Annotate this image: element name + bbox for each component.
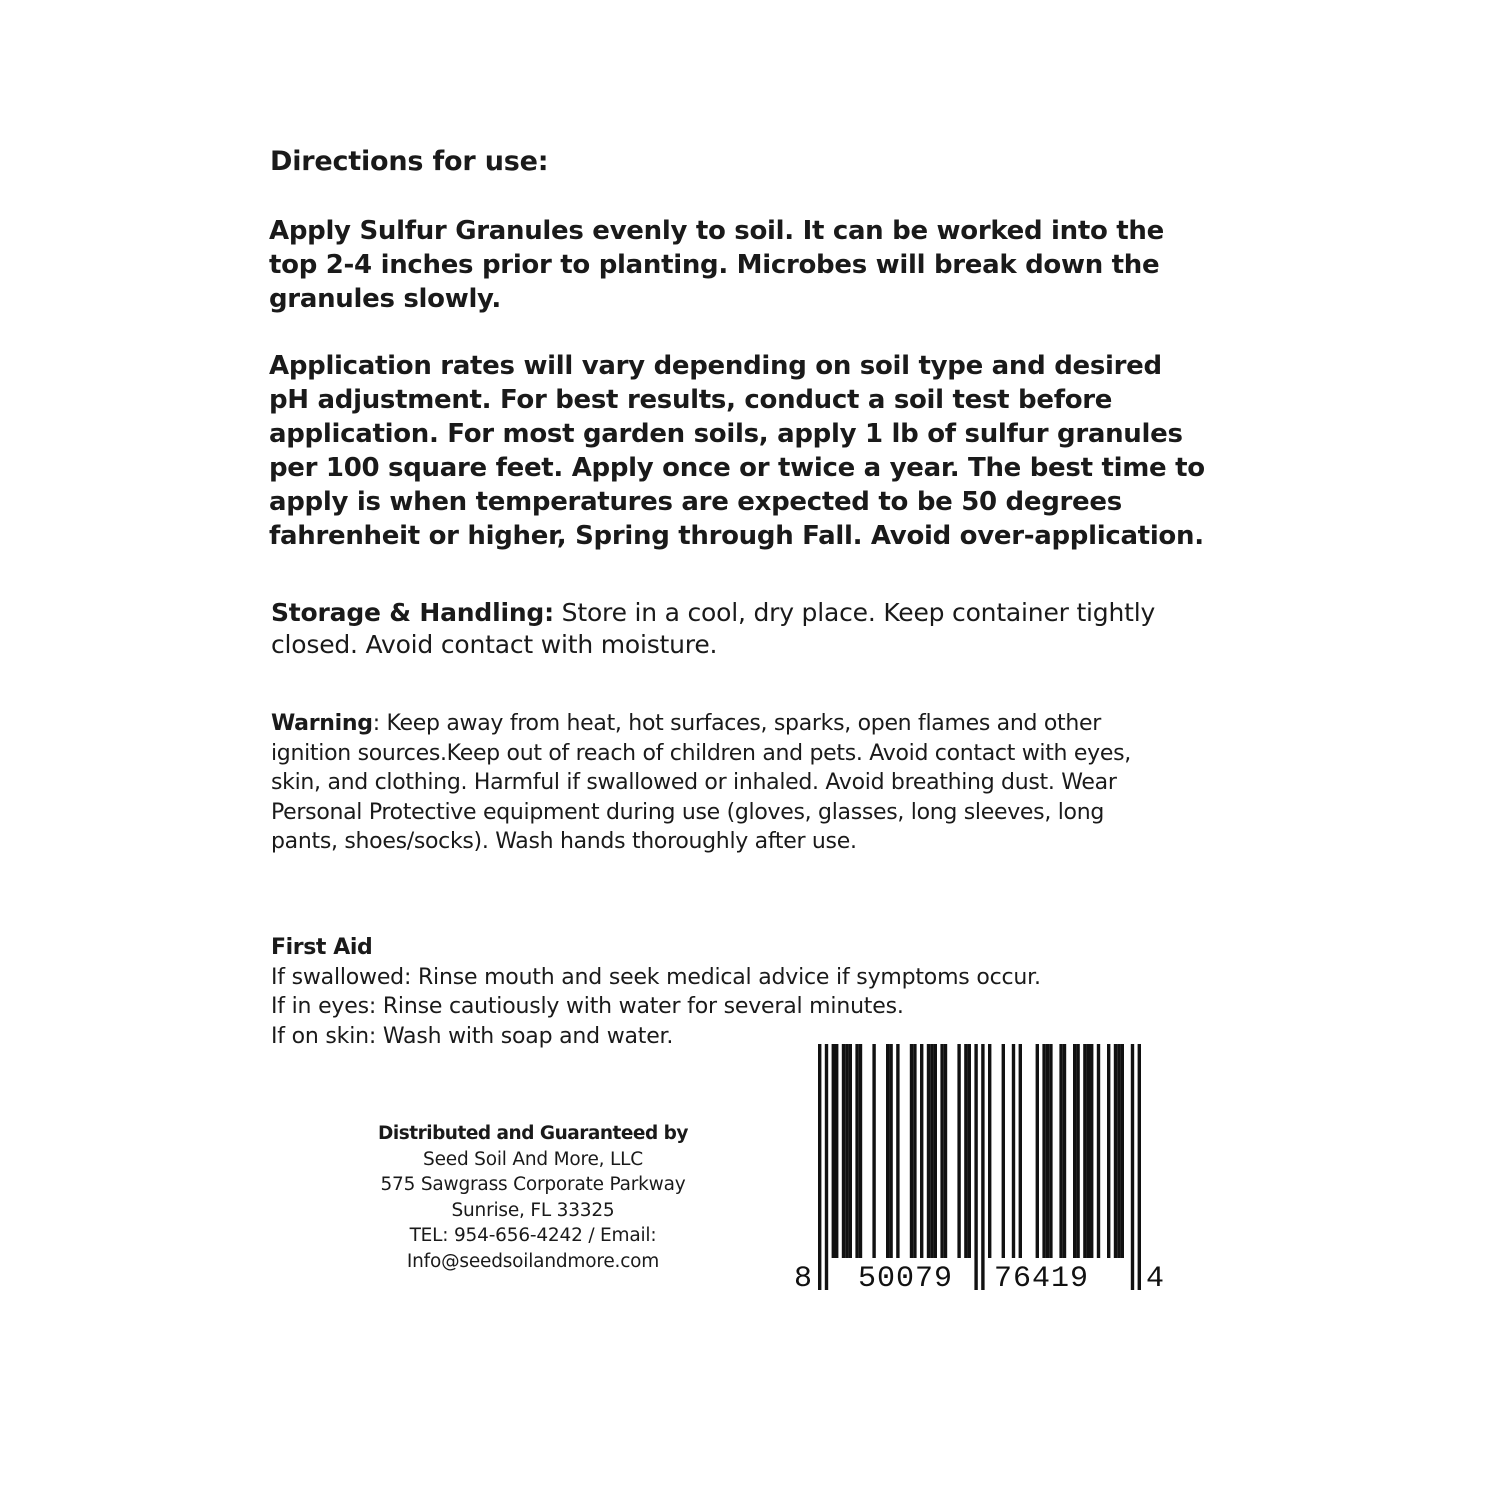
barcode-bar bbox=[1087, 1044, 1090, 1258]
barcode-bar bbox=[910, 1044, 913, 1258]
warning-text: : Keep away from heat, hot surfaces, sparks, open flames and other ignition sources.Keep out of reach of children and pets. Avoid contact with eyes, skin, and clothing. Harmful if swallowed or inhaled. Avoid breathing dust. Wear Personal Protective equipment during use (gloves, glasses, long sleeves, long pants, shoes/socks). Wash hands thoroughly after use. bbox=[271, 711, 1131, 854]
distributor-street: 575 Sawgrass Corporate Parkway bbox=[380, 1174, 686, 1195]
barcode-bar bbox=[849, 1044, 852, 1258]
barcode-bar bbox=[957, 1044, 960, 1258]
barcode-bar bbox=[974, 1044, 977, 1290]
distributor-block bbox=[340, 1121, 726, 1274]
distributor-contact: TEL: 954-656-4242 / Email: bbox=[409, 1225, 657, 1246]
barcode-bar bbox=[988, 1044, 991, 1258]
barcode-bar bbox=[1042, 1044, 1045, 1258]
barcode-bar bbox=[872, 1044, 875, 1258]
barcode-bar bbox=[1059, 1044, 1062, 1258]
barcode-bar bbox=[940, 1044, 943, 1258]
barcode-bar bbox=[913, 1044, 916, 1258]
barcode-bar bbox=[1076, 1044, 1079, 1258]
barcode-bar bbox=[944, 1044, 947, 1258]
directions-paragraph-2: Application rates will vary depending on soil type and desired pH adjustment. For best results, conduct a soil test before application. For most garden soils, apply 1 lb of sulfur granules per 100 square feet. Apply once or twice a year. The best time to apply is when temperatures are expected to be 50 degrees fahrenheit or higher, Spring through Fall. Avoid over-application. bbox=[269, 351, 1205, 551]
barcode-bar bbox=[1012, 1044, 1015, 1258]
barcode-bar bbox=[818, 1044, 821, 1290]
barcode-bar bbox=[855, 1044, 858, 1258]
barcode-bar bbox=[825, 1044, 828, 1290]
barcode-bar bbox=[842, 1044, 845, 1258]
first-aid-eyes: If in eyes: Rinse cautiously with water for several minutes. bbox=[271, 994, 904, 1019]
barcode-bars bbox=[790, 1042, 1170, 1302]
barcode-bar bbox=[930, 1044, 933, 1258]
barcode-bar bbox=[832, 1044, 835, 1258]
barcode-bar bbox=[1138, 1044, 1141, 1290]
barcode-bar bbox=[1073, 1044, 1076, 1258]
barcode-bar bbox=[964, 1044, 967, 1258]
storage-text: Store in a cool, dry place. Keep container tightly closed. Avoid contact with moisture. bbox=[271, 598, 1156, 659]
barcode-bar bbox=[981, 1044, 984, 1290]
distributor-city: Sunrise, FL 33325 bbox=[451, 1199, 615, 1221]
distributor-email: Info@seedsoilandmore.com bbox=[406, 1250, 660, 1272]
barcode-bar bbox=[835, 1044, 838, 1258]
barcode-bar bbox=[1090, 1044, 1093, 1258]
barcode-bar bbox=[1036, 1044, 1039, 1258]
barcode-bar bbox=[1097, 1044, 1100, 1258]
directions-paragraph-1: Apply Sulfur Granules evenly to soil. It can be worked into the top 2-4 inches prior to planting. Microbes will break down the granules slowly. bbox=[269, 216, 1164, 314]
barcode-digits-right: 76419 bbox=[994, 1262, 1090, 1296]
first-aid-title: First Aid bbox=[271, 935, 373, 960]
barcode-bar bbox=[1063, 1044, 1066, 1258]
barcode-bar bbox=[886, 1044, 889, 1258]
warning-label: Warning bbox=[271, 711, 373, 736]
barcode-bar bbox=[1002, 1044, 1005, 1258]
barcode-bar bbox=[934, 1044, 937, 1258]
first-aid-skin: If on skin: Wash with soap and water. bbox=[271, 1023, 674, 1049]
distributor-title: Distributed and Guaranteed by bbox=[378, 1123, 688, 1144]
barcode-bar bbox=[1117, 1044, 1120, 1258]
barcode-bar bbox=[1131, 1044, 1134, 1290]
barcode-bar bbox=[1114, 1044, 1117, 1258]
barcode-bar bbox=[927, 1044, 930, 1258]
barcode-bar bbox=[859, 1044, 862, 1258]
barcode-bar bbox=[1107, 1044, 1110, 1258]
barcode-bar bbox=[1121, 1044, 1124, 1258]
distributor-company: Seed Soil And More, LLC bbox=[423, 1148, 643, 1170]
barcode-digits-left: 50079 bbox=[858, 1262, 954, 1296]
first-aid-section bbox=[271, 933, 1171, 1051]
barcode-bar bbox=[1083, 1044, 1086, 1258]
barcode-bar bbox=[845, 1044, 848, 1258]
barcode-digit-first: 8 bbox=[794, 1262, 813, 1296]
barcode-bar bbox=[968, 1044, 971, 1258]
barcode-digit-last: 4 bbox=[1146, 1262, 1165, 1296]
warning-section bbox=[271, 709, 1171, 857]
barcode-bar bbox=[920, 1044, 923, 1258]
barcode-bar bbox=[1046, 1044, 1049, 1258]
barcode-bar bbox=[1049, 1044, 1052, 1258]
barcode-bar bbox=[889, 1044, 892, 1258]
first-aid-swallowed: If swallowed: Rinse mouth and seek medical advice if symptoms occur. bbox=[271, 964, 1041, 990]
directions-heading: Directions for use: bbox=[270, 146, 549, 177]
barcode bbox=[790, 1042, 1170, 1302]
storage-section bbox=[271, 597, 1171, 661]
storage-label: Storage & Handling: bbox=[271, 598, 554, 627]
barcode-bar bbox=[896, 1044, 899, 1258]
barcode-bar bbox=[1019, 1044, 1022, 1258]
